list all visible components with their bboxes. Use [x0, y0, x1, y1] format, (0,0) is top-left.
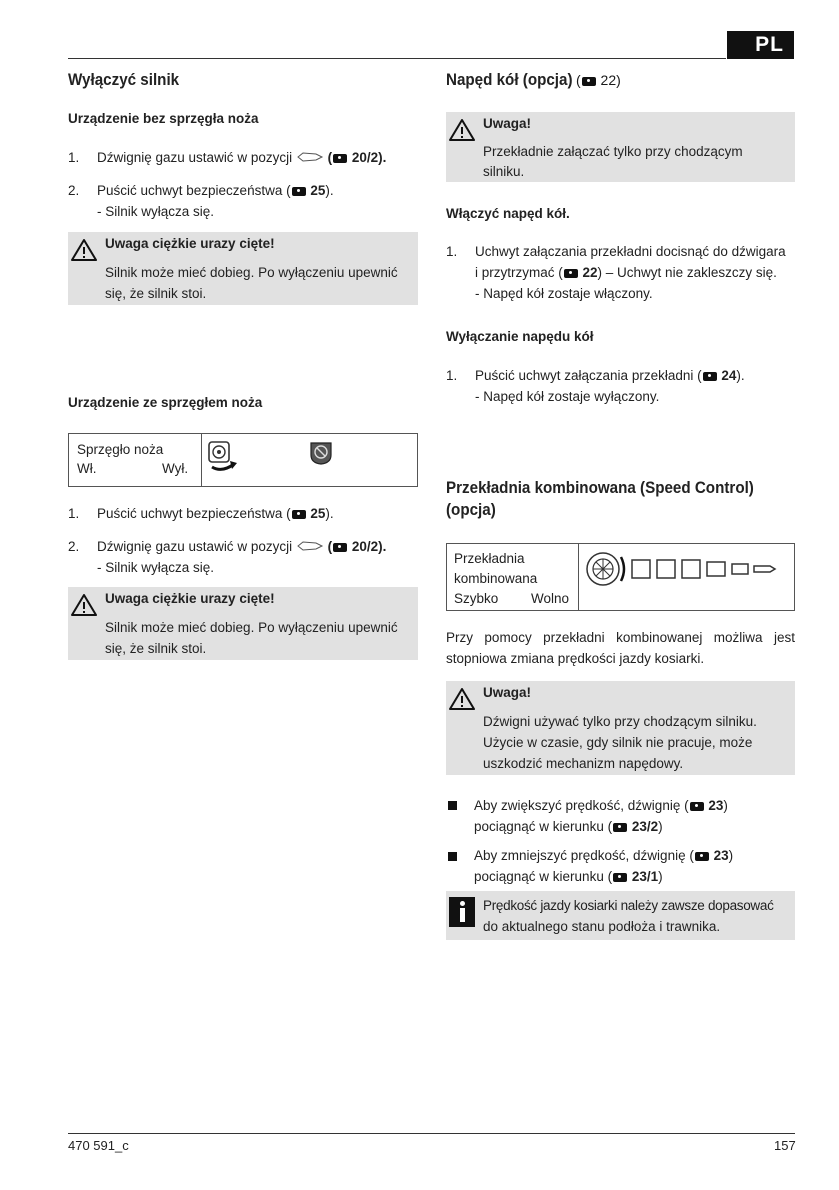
warning-box [68, 232, 418, 305]
throttle-stop-icon [296, 151, 324, 163]
section-title-wheel-drive: Napęd kół (opcja) ( 22) [446, 71, 621, 89]
speed-fast-label: Szybko [454, 591, 499, 606]
language-tab: PL [727, 31, 794, 59]
warning-line: Użycie w czasie, gdy silnik nie pracuje, może [483, 735, 753, 750]
clutch-on-label: Wł. [77, 461, 97, 476]
section-title-stop-engine: Wyłączyć silnik [68, 71, 180, 89]
warning-title: Uwaga ciężkie urazy cięte! [105, 236, 275, 251]
figure-ref-icon [333, 154, 347, 163]
figure-ref-icon [695, 852, 709, 861]
subheading-without-clutch: Urządzenie bez sprzęgła noża [68, 111, 259, 126]
warning-title: Uwaga! [483, 685, 532, 700]
clutch-off-label: Wył. [162, 461, 189, 476]
section-title-speed-control: Przekładnia kombinowana (Speed Control) [446, 479, 754, 497]
bullet-icon [448, 801, 457, 810]
warning-triangle-icon [71, 238, 97, 262]
speed-slow-label: Wolno [531, 591, 570, 606]
warning-box [446, 681, 795, 775]
figure-ref-icon [703, 372, 717, 381]
clutch-disengage-icon [308, 440, 334, 466]
footer-rule [68, 1133, 795, 1134]
page-number: 157 [774, 1138, 796, 1153]
warning-line: uszkodzić mechanizm napędowy. [483, 756, 684, 771]
warning-line: Przekładnie załączać tylko przy chodzącym [483, 144, 743, 159]
warning-line: silniku. [483, 164, 525, 179]
subheading-engage-drive: Włączyć napęd kół. [446, 206, 570, 221]
figure-ref-icon [564, 269, 578, 278]
throttle-stop-icon [296, 540, 324, 552]
speed-scale-icon [585, 549, 781, 589]
info-line: do aktualnego stanu podłoża i trawnika. [483, 919, 721, 934]
info-box [446, 891, 795, 940]
warning-line: Silnik może mieć dobieg. Po wyłączeniu upewnić [105, 265, 398, 280]
step-2: 2. Dźwignię gazu ustawić w pozycji ( 20/2). - Silnik wyłącza się. [68, 539, 387, 575]
info-icon [449, 897, 475, 927]
step-1: 1. Uchwyt załączania przekładni docisnąć do dźwigara i przytrzymać ( 22) – Uchwyt nie zakleszczy się. - Napęd kół zostaje włączony. [446, 244, 786, 301]
bullet-icon [448, 852, 457, 861]
paragraph: stopniowa zmiana prędkości jazdy kosiarki. [446, 651, 705, 666]
warning-line: się, że silnik stoi. [105, 641, 207, 656]
figure-ref-icon [582, 77, 596, 86]
warning-triangle-icon [449, 118, 475, 142]
warning-box [446, 112, 795, 182]
step-1: 1. Dźwignię gazu ustawić w pozycji ( 20/2). [68, 150, 387, 165]
clutch-engage-icon [206, 440, 242, 474]
speed-table-label: Przekładnia [454, 551, 525, 566]
warning-triangle-icon [71, 593, 97, 617]
header-rule [68, 58, 726, 59]
subheading-with-clutch: Urządzenie ze sprzęgłem noża [68, 395, 263, 410]
figure-ref-icon [613, 823, 627, 832]
step-1: 1. Puścić uchwyt bezpieczeństwa ( 25). [68, 506, 334, 521]
speed-table-label: kombinowana [454, 571, 538, 586]
step-2: 2. Puścić uchwyt bezpieczeństwa ( 25). - Silnik wyłącza się. [68, 183, 334, 219]
warning-triangle-icon [449, 687, 475, 711]
warning-title: Uwaga ciężkie urazy cięte! [105, 591, 275, 606]
figure-ref-icon [333, 543, 347, 552]
warning-line: Dźwigni używać tylko przy chodzącym silniku. [483, 714, 757, 729]
warning-title: Uwaga! [483, 116, 532, 131]
warning-line: się, że silnik stoi. [105, 286, 207, 301]
paragraph: Przy pomocy przekładni kombinowanej możliwa jest [446, 630, 795, 645]
document-number: 470 591_c [68, 1138, 129, 1153]
step-1: 1. Puścić uchwyt załączania przekładni ( 24). - Napęd kół zostaje wyłączony. [446, 368, 745, 404]
figure-ref-icon [613, 873, 627, 882]
figure-ref-icon [690, 802, 704, 811]
subheading-disengage-drive: Wyłączanie napędu kół [446, 329, 594, 344]
warning-line: Silnik może mieć dobieg. Po wyłączeniu upewnić [105, 620, 398, 635]
list-item: Aby zwiększyć prędkość, dźwignię ( 23) pociągnąć w kierunku ( 23/2) [474, 798, 728, 834]
list-item: Aby zmniejszyć prędkość, dźwignię ( 23) pociągnąć w kierunku ( 23/1) [474, 848, 734, 884]
clutch-label: Sprzęgło noża [77, 442, 164, 457]
warning-box [68, 587, 418, 660]
section-title-speed-control-option: (opcja) [446, 501, 496, 519]
figure-ref-icon [292, 187, 306, 196]
info-line: Prędkość jazdy kosiarki należy zawsze dopasować [483, 898, 774, 913]
figure-ref-icon [292, 510, 306, 519]
